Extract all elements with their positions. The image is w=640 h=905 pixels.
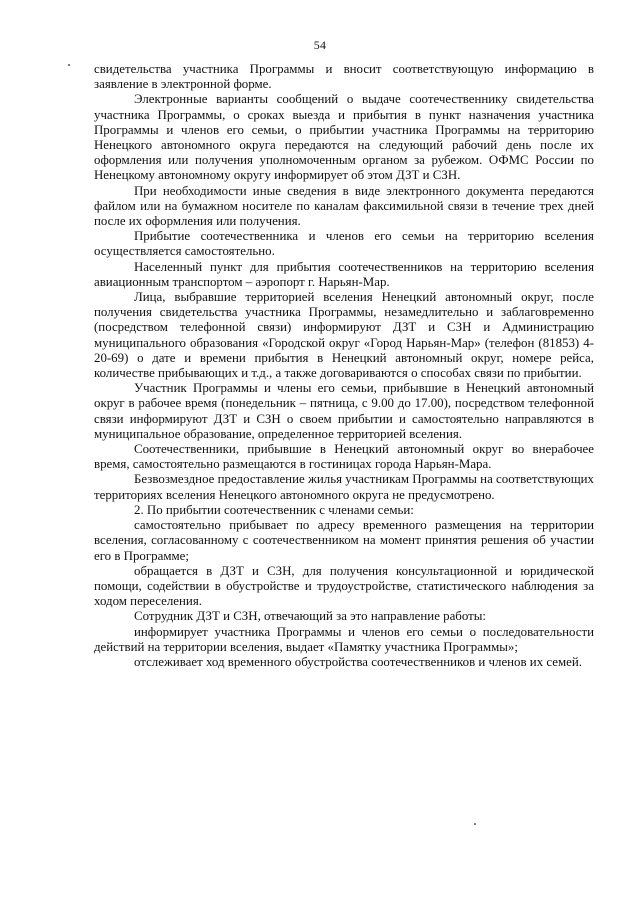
scan-speck	[68, 64, 70, 66]
paragraph-temporary-address: самостоятельно прибывает по адресу временного размещения на территории вселения, согласованному с соотечественником на момент принятия решения об участии его в Программе;	[94, 518, 594, 563]
paragraph-working-hours: Участник Программы и члены его семьи, прибывшие в Ненецкий автономный округ в рабочее время (понедельник – пятница, с 9.00 до 17.00), посредством телефонной связи информируют ДЗТ и СЗН о своем прибытии и самостоятельно направляются в муниципальное образование, определенное территорией вселения.	[94, 381, 594, 441]
paragraph-arrival-independent: Прибытие соотечественника и членов его семьи на территорию вселения осуществляется самостоятельно.	[94, 229, 594, 259]
scan-speck	[474, 823, 476, 825]
paragraph-informs: информирует участника Программы и членов его семьи о последовательности действий на территории вселения, выдает «Памятку участника Программы»;	[94, 624, 594, 654]
paragraph-other-information: При необходимости иные сведения в виде электронного документа передаются файлом или на бумажном носителе по каналам факсимильной связи в течение трех дней после их оформления или получения.	[94, 183, 594, 229]
paragraph-continuation: свидетельства участника Программы и вносит соответствующую информацию в заявление в электронной форме.	[94, 62, 594, 92]
paragraph-notification: Лица, выбравшие территорией вселения Ненецкий автономный округ, после получения свидетельства участника Программы, незамедлительно и заблаговременно (посредством телефонной связи) информируют ДЗТ и СЗН и Администрацию муниципального образования «Городской округ «Город Нарьян-Мар» (телефон (81853) 4-20-69) о дате и времени прибытия в Ненецкий автономный округ, номере рейса, количестве прибывающих и т.д., а также договариваются о способах связи по прибытии.	[94, 290, 594, 381]
paragraph-section-2: 2. По прибытии соотечественник с членами семьи:	[134, 502, 414, 517]
paragraph-after-hours: Соотечественники, прибывшие в Ненецкий автономный округ во внерабочее время, самостоятельно размещаются в гостиницах города Нарьян-Мара.	[94, 442, 594, 472]
paragraph-electronic-messages: Электронные варианты сообщений о выдаче соотечественнику свидетельства участника Программы, о сроках выезда и прибытия в пункт назначения участника Программы и членов его семьи, о прибытии участника Программы на территорию Ненецкого автономного округа передаются на следующий рабочий день после их оформления или получения уполномоченным органом за рубежом. ОФМС России по Ненецкому автономному округу информирует об этом ДЗТ и СЗН.	[94, 92, 594, 183]
paragraph-staff: Сотрудник ДЗТ и СЗН, отвечающий за это направление работы:	[134, 609, 487, 624]
paragraph-housing: Безвозмездное предоставление жилья участникам Программы на соответствующих территориях вселения Ненецкого автономного округа не предусмотрено.	[94, 472, 594, 502]
paragraph-monitoring: отслеживает ход временного обустройства соотечественников и членов их семей.	[134, 654, 582, 669]
paragraph-consultation: обращается в ДЗТ и СЗН, для получения консультационной и юридической помощи, содействии в обустройстве и трудоустройстве, статистического наблюдения за ходом переселения.	[94, 563, 594, 609]
document-body	[94, 62, 594, 670]
page-number: 54	[313, 38, 327, 52]
paragraph-arrival-point: Населенный пункт для прибытия соотечественников на территорию вселения авиационным транспортом – аэропорт г. Нарьян-Мар.	[94, 259, 594, 289]
